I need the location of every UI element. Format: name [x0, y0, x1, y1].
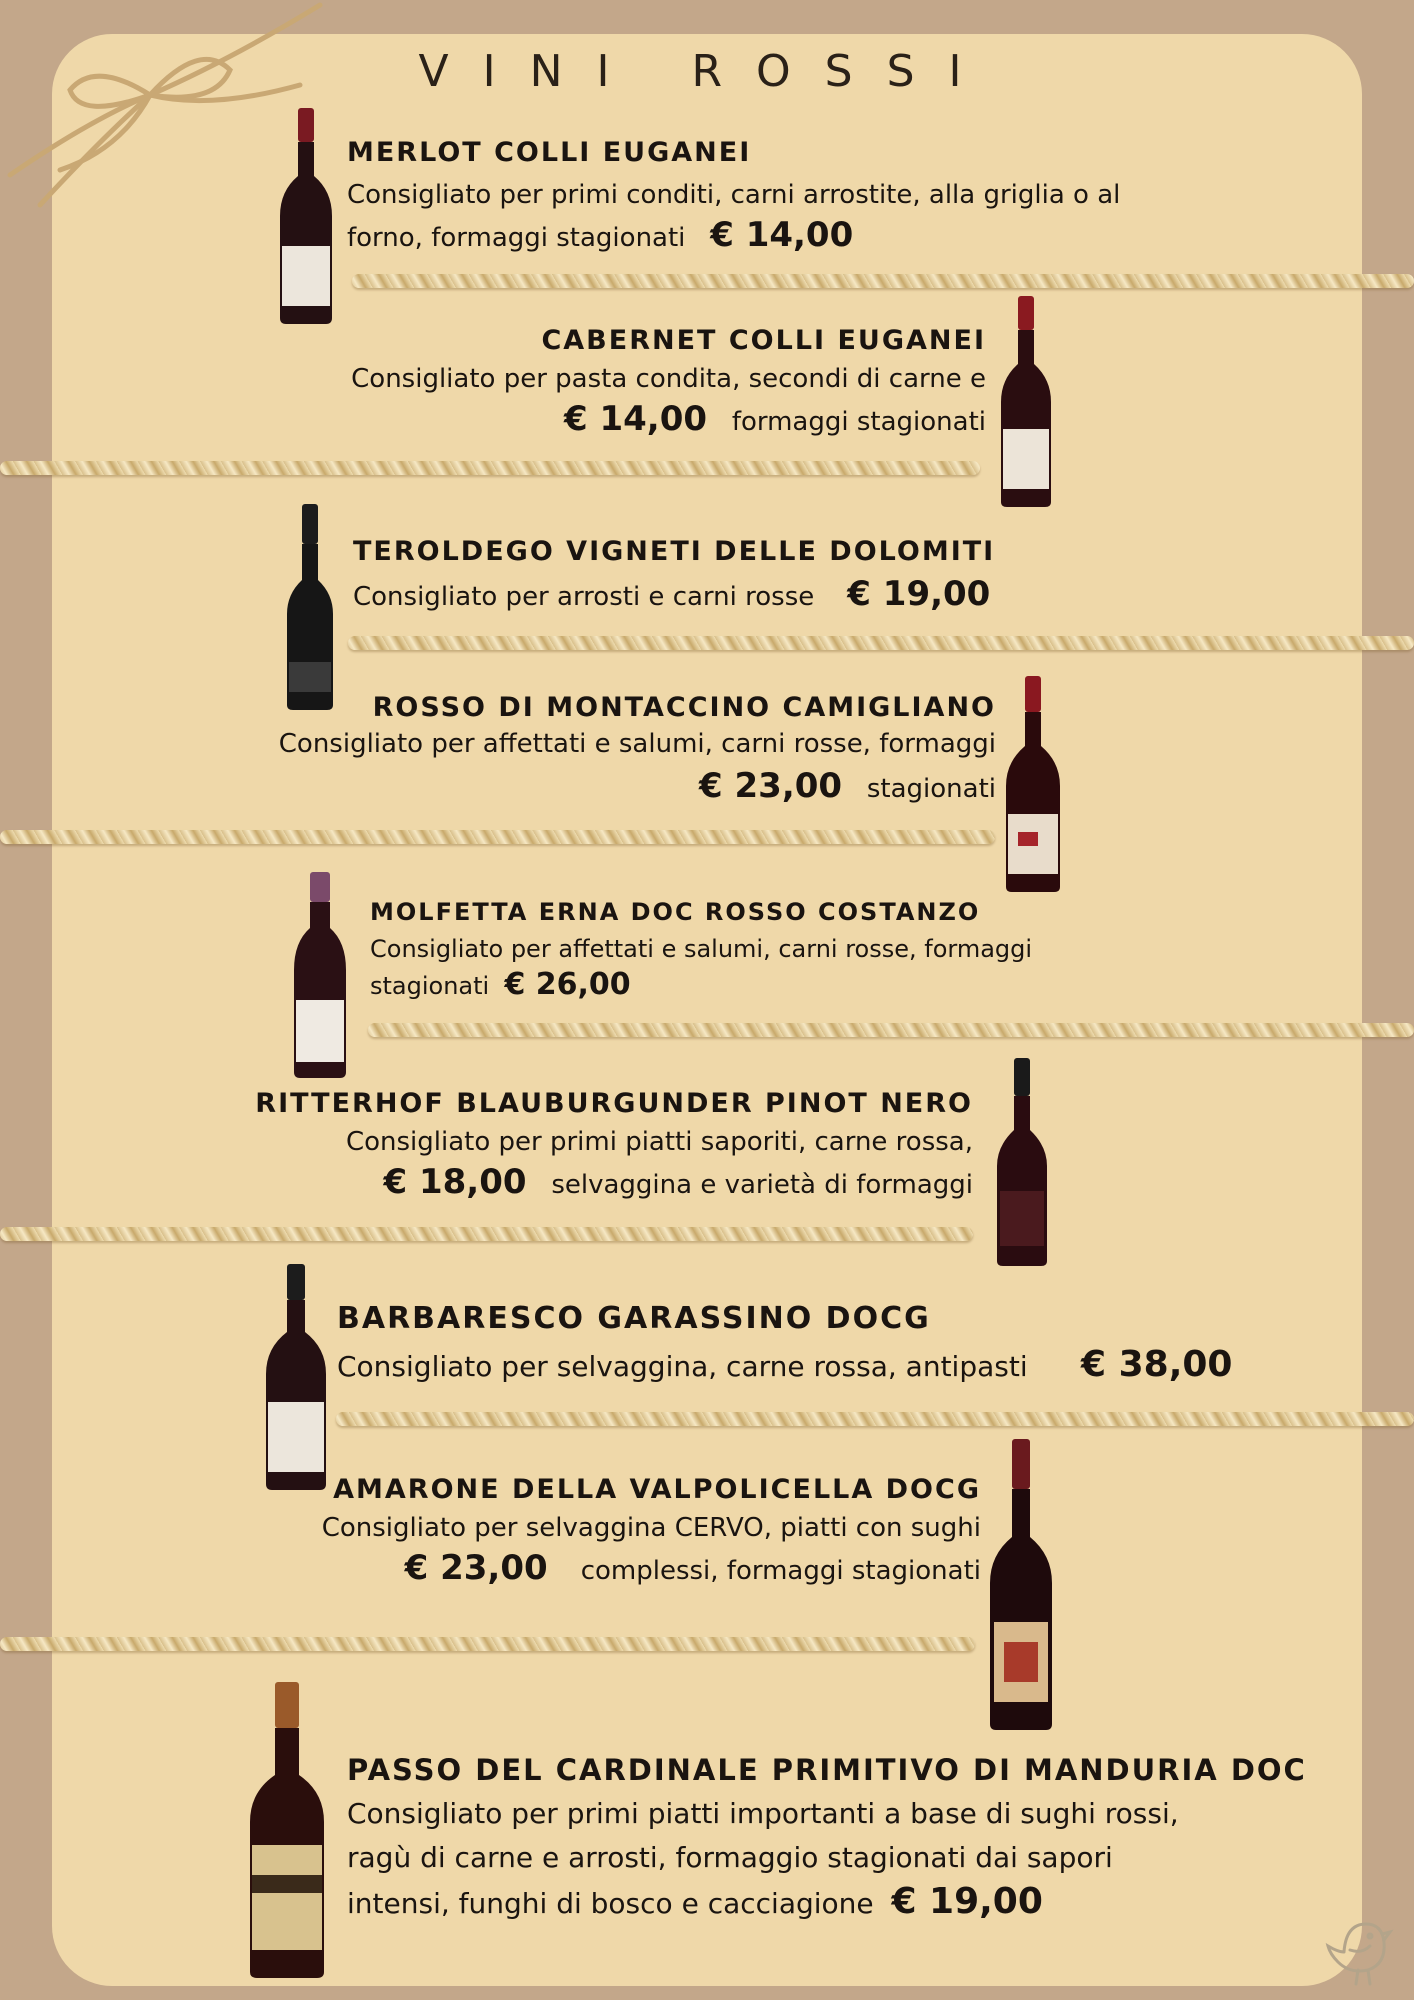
page-title: VINI ROSSI — [418, 46, 996, 97]
wine-desc: Consigliato per arrosti e carni rosse € 19,00 — [353, 574, 991, 615]
wine-name: ROSSO DI MONTACCINO CAMIGLIANO — [372, 692, 996, 723]
wine-bottle-icon — [284, 502, 336, 712]
wine-entry-amarone — [322, 1474, 981, 1591]
wine-desc: € 23,00 complessi, formaggi stagionati — [404, 1548, 981, 1589]
rope-divider — [348, 636, 1414, 650]
wine-bottle-icon — [998, 294, 1054, 509]
wine-name: AMARONE DELLA VALPOLICELLA DOCG — [333, 1474, 981, 1505]
wine-desc: Consigliato per primi piatti importanti a base di sughi rossi, — [347, 1796, 1179, 1830]
wine-bottle-icon — [290, 870, 350, 1080]
wine-desc: € 18,00 selvaggina e varietà di formaggi — [383, 1162, 973, 1203]
wine-name: CABERNET COLLI EUGANEI — [541, 325, 986, 356]
wine-entry-barbaresco — [337, 1301, 1232, 1387]
wine-bottle-icon — [1002, 674, 1064, 894]
wine-price: € 19,00 — [891, 1880, 1043, 1922]
wine-desc: forno, formaggi stagionati € 14,00 — [347, 215, 854, 256]
wine-desc: intensi, funghi di bosco e cacciagione € 19,00 — [347, 1880, 1043, 1922]
wine-desc: Consigliato per primi conditi, carni arrostite, alla griglia o al — [347, 180, 1121, 211]
wine-desc: Consigliato per selvaggina, carne rossa, antipasti € 38,00 — [337, 1344, 1233, 1385]
wine-entry-molfetta — [370, 898, 1032, 1004]
wine-price: € 14,00 — [710, 215, 854, 256]
wine-entry-teroldego — [353, 536, 995, 617]
wine-desc: Consigliato per selvaggina CERVO, piatti con sughi — [321, 1513, 981, 1544]
wine-bottle-icon — [276, 106, 336, 326]
wine-bottle-icon — [986, 1437, 1056, 1732]
wine-desc: Consigliato per primi piatti saporiti, carne rossa, — [345, 1127, 973, 1158]
wine-name: PASSO DEL CARDINALE PRIMITIVO DI MANDURIA DOC — [347, 1753, 1307, 1787]
rope-divider — [368, 1023, 1414, 1037]
wine-desc: ragù di carne e arrosti, formaggio stagionati dai sapori — [347, 1840, 1113, 1874]
wine-price: € 23,00 — [404, 1548, 548, 1589]
wine-desc: Consigliato per affettati e salumi, carni rosse, formaggi — [278, 729, 996, 760]
wine-bottle-icon — [994, 1056, 1050, 1268]
wine-price: € 26,00 — [504, 966, 631, 1002]
wine-name: MOLFETTA ERNA DOC ROSSO COSTANZO — [370, 898, 981, 926]
rope-divider — [336, 1412, 1414, 1426]
wine-name: BARBARESCO GARASSINO DOCG — [337, 1301, 931, 1336]
wine-entry-passo-del-cardinale — [347, 1753, 1307, 1926]
rope-divider — [0, 1227, 973, 1241]
wine-price: € 18,00 — [383, 1162, 527, 1203]
wine-price: € 38,00 — [1081, 1344, 1233, 1385]
wine-entry-ritterhof — [255, 1088, 973, 1205]
wine-name: MERLOT COLLI EUGANEI — [347, 137, 752, 168]
wine-desc: € 14,00 formaggi stagionati — [563, 399, 986, 440]
bird-icon — [1324, 1912, 1394, 1992]
wine-bottle-icon — [245, 1680, 329, 1980]
wine-name: RITTERHOF BLAUBURGUNDER PINOT NERO — [255, 1088, 973, 1119]
wine-price: € 14,00 — [563, 399, 708, 440]
rope-divider — [0, 461, 980, 475]
wine-entry-rosso-montaccino — [279, 692, 996, 809]
wine-bottle-icon — [262, 1262, 330, 1492]
wine-desc: € 23,00 stagionati — [699, 766, 996, 807]
wine-entry-merlot — [347, 137, 1120, 258]
wine-desc: stagionati € 26,00 — [370, 966, 631, 1002]
wine-desc: Consigliato per affettati e salumi, carni rosse, formaggi — [370, 934, 1033, 963]
rope-divider — [0, 830, 995, 844]
wine-name: TEROLDEGO VIGNETI DELLE DOLOMITI — [353, 536, 996, 567]
wine-desc: Consigliato per pasta condita, secondi di carne e — [351, 364, 986, 395]
rope-divider — [352, 274, 1414, 288]
wine-price: € 23,00 — [699, 766, 843, 807]
wine-entry-cabernet — [351, 325, 986, 442]
wine-price: € 19,00 — [847, 574, 991, 615]
rope-divider — [0, 1637, 975, 1651]
